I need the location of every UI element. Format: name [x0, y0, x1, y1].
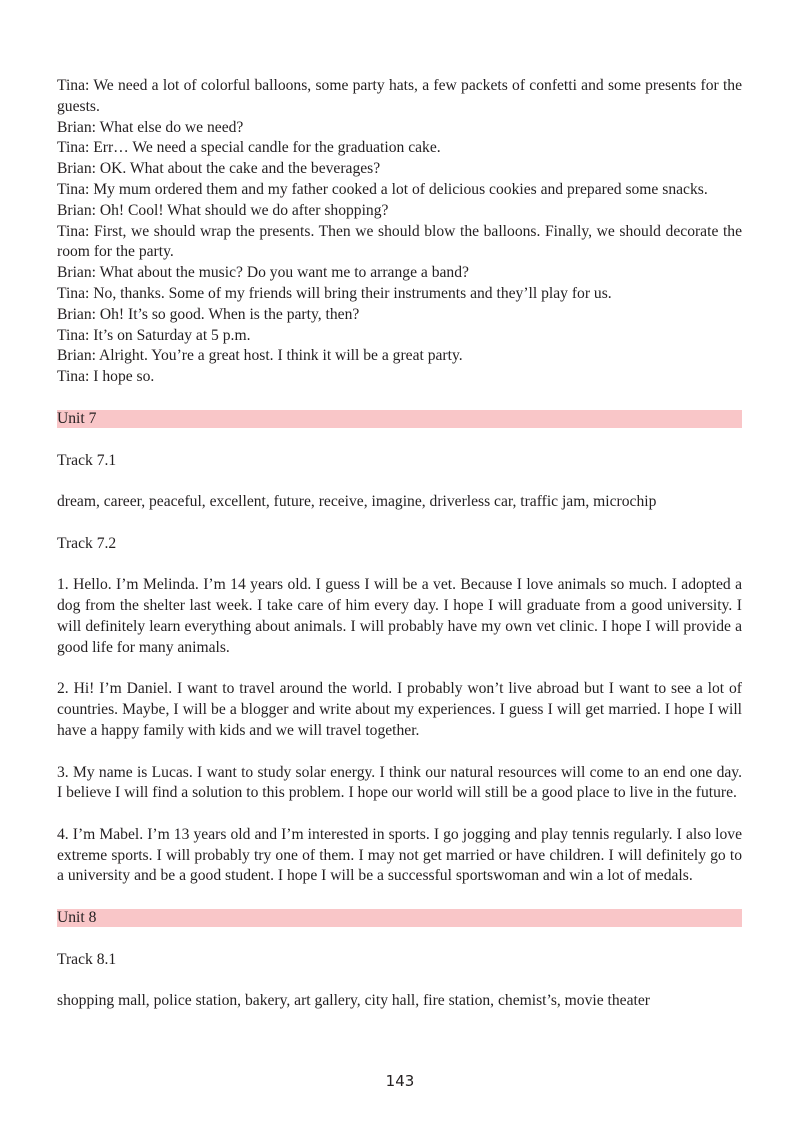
- dialogue-line: Brian: What else do we need?: [57, 118, 244, 136]
- dialogue-line: Tina: It’s on Saturday at 5 p.m.: [57, 326, 251, 344]
- dialogue-line: Brian: Alright. You’re a great host. I think it will be a great party.: [57, 347, 463, 365]
- dialogue-line: Tina: My mum ordered them and my father cooked a lot of delicious cookies and prepared some snacks.: [57, 180, 708, 198]
- dialogue-line: Brian: OK. What about the cake and the beverages?: [57, 160, 381, 178]
- unit-8-heading: Unit 8: [57, 909, 742, 927]
- dialogue-line: Brian: What about the music? Do you want me to arrange a band?: [57, 264, 469, 282]
- track-7-2-paragraph: 3. My name is Lucas. I want to study solar energy. I think our natural resources will come to an end one day. I believe I will find a solution to this problem. I hope our world will still be a good place to live in the future.: [57, 763, 742, 802]
- page-content: [57, 76, 742, 1012]
- track-8-1-title: Track 8.1: [57, 950, 117, 968]
- track-7-1-title: Track 7.1: [57, 451, 117, 469]
- dialogue-line: Tina: Err… We need a special candle for the graduation cake.: [57, 139, 441, 157]
- track-7-2-paragraph: 1. Hello. I’m Melinda. I’m 14 years old. I guess I will be a vet. Because I love animals so much. I adopted a dog from the shelter last week. I take care of him every day. I hope I will graduate from a good university. I will definitely learn everything about animals. I will probably have my own vet clinic. I hope I will provide a good life for many animals.: [57, 576, 742, 656]
- dialogue-line: Brian: Oh! It’s so good. When is the party, then?: [57, 305, 360, 323]
- track-8-1-words: shopping mall, police station, bakery, art gallery, city hall, fire station, chemist’s, movie theater: [57, 992, 650, 1010]
- track-7-2-paragraph: 2. Hi! I’m Daniel. I want to travel around the world. I probably won’t live abroad but I want to see a lot of countries. Maybe, I will be a blogger and write about my experiences. I guess I will get married. I hope I will have a happy family with kids and we will travel together.: [57, 680, 742, 739]
- dialogue-line: Tina: I hope so.: [57, 368, 155, 386]
- track-7-2-title: Track 7.2: [57, 534, 117, 552]
- unit-7-heading: Unit 7: [57, 410, 742, 428]
- dialogue-line: Tina: We need a lot of colorful balloons, some party hats, a few packets of confetti and some presents for the guests.: [57, 77, 742, 115]
- track-7-1-words: dream, career, peaceful, excellent, future, receive, imagine, driverless car, traffic jam, microchip: [57, 493, 657, 511]
- dialogue-line: Tina: First, we should wrap the presents. Then we should blow the balloons. Finally, we should decorate the room for the party.: [57, 222, 742, 261]
- dialogue-line: Brian: Oh! Cool! What should we do after shopping?: [57, 201, 389, 219]
- dialogue-line: Tina: No, thanks. Some of my friends will bring their instruments and they’ll play for us.: [57, 284, 612, 302]
- page-number: 143: [385, 1072, 415, 1090]
- track-7-2-paragraph: 4. I’m Mabel. I’m 13 years old and I’m interested in sports. I go jogging and play tennis regularly. I also love extreme sports. I will probably try one of them. I may not get married or have children. I will definitely go to a university and be a good student. I hope I will be a successful sportswoman and win a lot of medals.: [57, 825, 742, 885]
